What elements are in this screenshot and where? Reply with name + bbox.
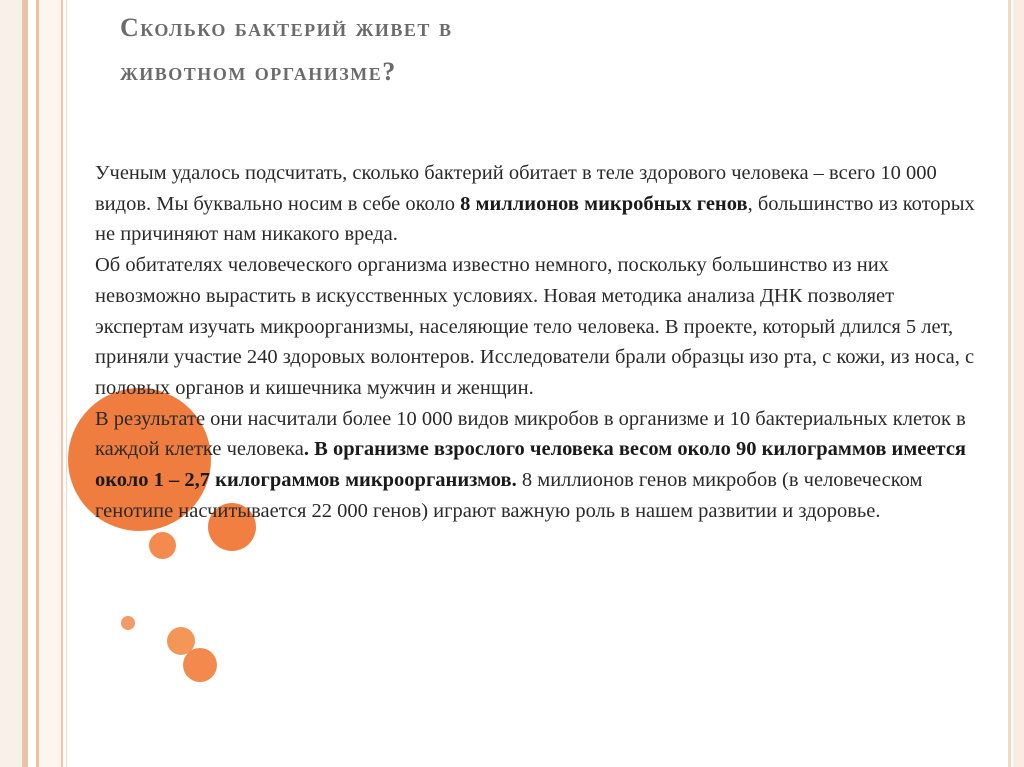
paragraph-3-text-a: В результате они насчитали более 10 000 видов микробов в организме и 10 бактериальных клеток в каждой клетке человека — [95, 407, 966, 461]
paragraph-1-bold: 8 миллионов микробных генов — [460, 192, 748, 215]
slide-title — [120, 6, 980, 94]
stripe — [1008, 0, 1011, 767]
small-circle-decoration — [149, 532, 176, 559]
paragraph-3-bold: . В организме взрослого человека весом около 90 килограммов имеется около 1 – 2,7 килограммов микроорганизмов. — [95, 438, 967, 492]
stripe — [66, 0, 67, 767]
slide-title-line2: животном организме? — [120, 57, 397, 86]
stripe — [39, 0, 61, 767]
small-circle-decoration — [183, 648, 217, 682]
paragraph-3-text-b: 8 миллионов генов микробов (в человеческом генотипе насчитывается 22 000 генов) играют важную роль в нашем развитии и здоровье. — [95, 469, 923, 522]
paragraph-3 — [95, 404, 975, 527]
tiny-circle-decoration — [121, 616, 135, 630]
slide-title-line1: Сколько бактерий живет в — [120, 13, 453, 42]
paragraph-2: Об обитателях человеческого организма известно немного, поскольку большинство из них невозможно вырастить в искусственных условиях. Новая методика анализа ДНК позволяет экспертам изучать микроорганизмы, населяющие тело человека. В проекте, который длился 5 лет, приняли участие 240 здоровых волонтеров. Исследователи брали образцы изо рта, с кожи, из носа, с половых органов и кишечника мужчин и женщин. — [95, 254, 975, 399]
stripe — [28, 0, 36, 767]
stripe — [1013, 0, 1024, 767]
slide-body — [95, 158, 975, 526]
stripe — [0, 0, 22, 767]
paragraph-1-text-b: , большинство из которых не причиняют нам никакого вреда. — [95, 192, 975, 246]
paragraph-1 — [95, 158, 975, 250]
stripe — [61, 0, 63, 767]
paragraph-1-text-a: Ученым удалось подсчитать, сколько бактерий обитает в теле здорового человека – всего 10 000 видов. Мы буквально носим в себе около — [95, 162, 937, 215]
